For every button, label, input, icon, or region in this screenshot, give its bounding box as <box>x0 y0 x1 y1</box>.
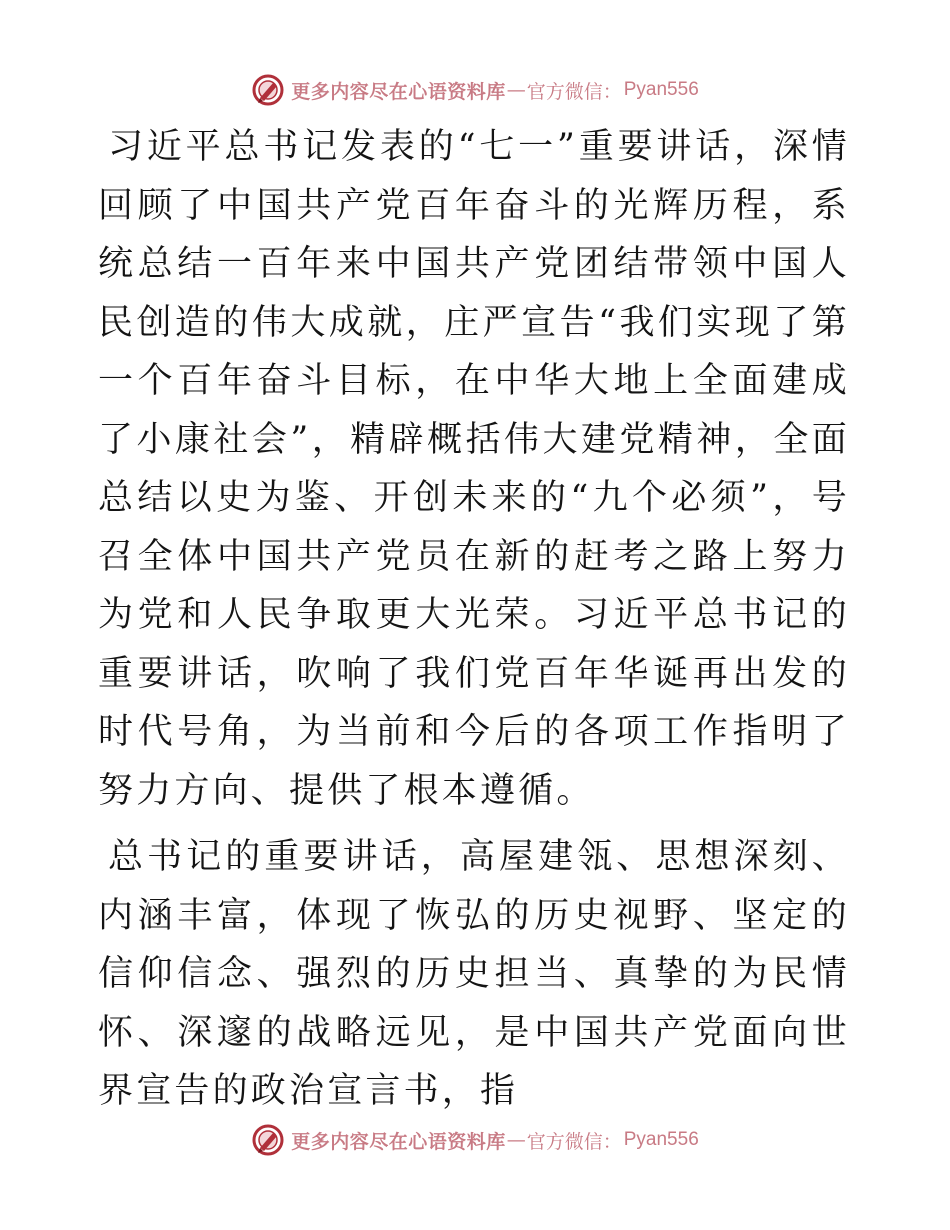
footer-wechat-id: Pyan556 <box>623 1129 699 1150</box>
footer-banner <box>0 1120 950 1160</box>
footer-banner-separator: — <box>506 1129 526 1151</box>
header-wechat-label: 官方微信： <box>526 80 622 103</box>
paragraph-1: 习近平总书记发表的“七一”重要讲话，深情回顾了中国共产党百年奋斗的光辉历程，系统总结一百年来中国共产党团结带领中国人民创造的伟大成就，庄严宣告“我们实现了第一个百年奋斗目标，在中华大地上全面建成了小康社会”，精辟概括伟大建党精神，全面总结以史为鉴、开创未来的“九个必须”，号召全体中国共产党员在新的赶考之路上努力为党和人民争取更大光荣。习近平总书记的重要讲话，吹响了我们党百年华诞再出发的时代号角，为当前和今后的各项工作指明了努力方向、提供了根本遵循。 <box>98 127 850 811</box>
pen-circle-logo-icon <box>251 1123 285 1157</box>
footer-banner-text <box>291 1127 699 1154</box>
footer-banner-title: 更多内容尽在心语资料库 <box>291 1130 506 1153</box>
paragraph-2: 总书记的重要讲话，高屋建瓴、思想深刻、内涵丰富，体现了恢弘的历史视野、坚定的信仰信念、强烈的历史担当、真挚的为民情怀、深邃的战略远见，是中国共产党面向世界宣告的政治宣言书，指 <box>98 837 850 1111</box>
document-body <box>98 118 850 1121</box>
footer-wechat-label: 官方微信： <box>526 1130 622 1153</box>
pen-circle-logo-icon <box>251 73 285 107</box>
header-banner-title: 更多内容尽在心语资料库 <box>291 80 506 103</box>
header-banner-text <box>291 77 699 104</box>
header-wechat-id: Pyan556 <box>623 79 699 100</box>
header-banner-separator: — <box>506 79 526 101</box>
header-banner <box>0 70 950 110</box>
